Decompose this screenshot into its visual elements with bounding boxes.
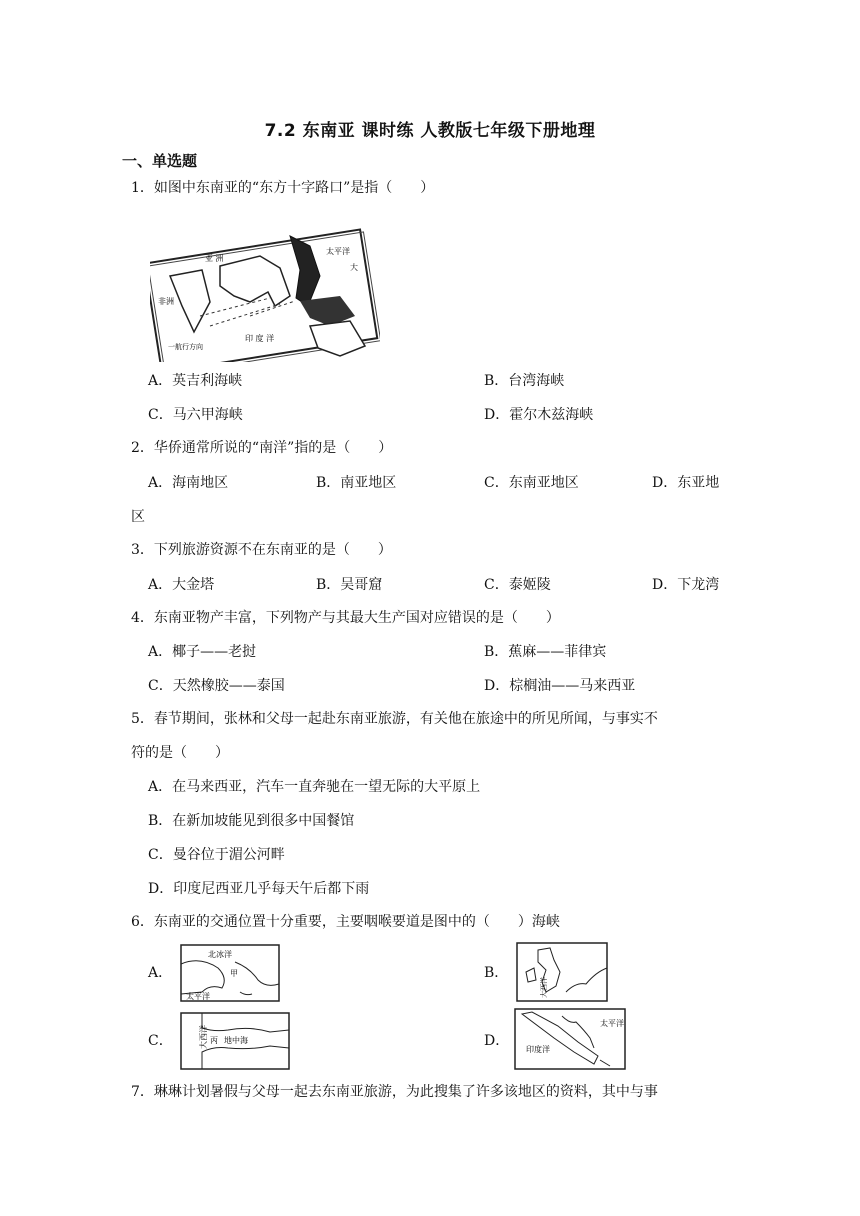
question-3-stem: 3．下列旅游资源不在东南亚的是（ ）: [131, 542, 392, 558]
q3-option-c[interactable]: C．泰姬陵: [484, 577, 551, 593]
map-label-africa: 非洲: [158, 297, 174, 306]
question-6-stem: 6．东南亚的交通位置十分重要，主要咽喉要道是图中的（ ）海峡: [131, 914, 560, 930]
question-5-stem-line1: 5．春节期间，张林和父母一起赴东南亚旅游，有关他在旅途中的所见所闻，与事实不: [131, 711, 658, 727]
q6-figure-c: [180, 1012, 290, 1074]
q2-option-b[interactable]: B．南亚地区: [316, 475, 397, 491]
q2-option-d-wrap: 区: [131, 509, 145, 525]
question-7-stem: 7．琳琳计划暑假与父母一起去东南亚旅游，为此搜集了许多该地区的资料，其中与事: [131, 1084, 658, 1100]
q2-option-c[interactable]: C．东南亚地区: [484, 475, 579, 491]
q3-option-d[interactable]: D．下龙湾: [652, 577, 720, 593]
q1-option-b[interactable]: B．台湾海峡: [484, 373, 565, 389]
q6-option-a[interactable]: A．: [148, 965, 173, 981]
q6-figure-b: [516, 942, 608, 1006]
map-legend-direction: 一航行方向: [168, 343, 203, 351]
q6-option-d[interactable]: D．: [484, 1033, 510, 1049]
q4-option-c[interactable]: C．天然橡胶——泰国: [148, 678, 285, 694]
fig-b-atlantic-label: 大西洋: [540, 977, 548, 998]
q5-option-d[interactable]: D．印度尼西亚几乎每天午后都下雨: [148, 881, 370, 897]
fig-a-jia-label: 甲: [230, 969, 238, 978]
q6-option-c[interactable]: C．: [148, 1033, 173, 1049]
q1-option-c[interactable]: C．马六甲海峡: [148, 407, 243, 423]
q3-option-a[interactable]: A．大金塔: [148, 577, 215, 593]
q2-option-a[interactable]: A．海南地区: [148, 475, 229, 491]
fig-a-arctic-label: 北冰洋: [208, 950, 232, 959]
q6-figure-a: [180, 944, 280, 1006]
q5-option-a[interactable]: A．在马来西亚，汽车一直奔驰在一望无际的大平原上: [148, 779, 481, 795]
map-label-da: 大: [350, 263, 358, 272]
map-label-indian-ocean: 印 度 洋: [245, 334, 275, 343]
map-label-asia: 亚 洲: [205, 254, 224, 263]
section-heading: 一、单选题: [122, 152, 198, 170]
q2-option-d[interactable]: D．东亚地: [652, 475, 720, 491]
q6-option-b[interactable]: B．: [484, 965, 509, 981]
q1-map-figure: [150, 206, 380, 362]
q3-option-b[interactable]: B．吴哥窟: [316, 577, 383, 593]
question-1-stem: 1．如图中东南亚的“东方十字路口”是指（ ）: [131, 180, 435, 196]
southeast-asia-map: [150, 206, 380, 362]
fig-a-pacific-label: 太平洋: [186, 992, 210, 1001]
q4-option-b[interactable]: B．蕉麻——菲律宾: [484, 644, 607, 660]
q5-option-b[interactable]: B．在新加坡能见到很多中国餐馆: [148, 813, 355, 829]
question-5-stem-line2: 符的是（ ）: [131, 745, 229, 761]
fig-d-pacific-label: 太平洋: [600, 1019, 624, 1028]
q5-option-c[interactable]: C．曼谷位于湄公河畔: [148, 847, 285, 863]
q1-option-d[interactable]: D．霍尔木兹海峡: [484, 407, 594, 423]
fig-c-atlantic-label: 大西洋: [199, 1025, 208, 1049]
question-4-stem: 4．东南亚物产丰富，下列物产与其最大生产国对应错误的是（ ）: [131, 610, 560, 626]
page-title: 7.2 东南亚 课时练 人教版七年级下册地理: [264, 121, 596, 141]
q4-option-a[interactable]: A．椰子——老挝: [148, 644, 257, 660]
q1-option-a[interactable]: A．英吉利海峡: [148, 373, 243, 389]
fig-c-mediterranean-label: 地中海: [224, 1036, 248, 1045]
question-2-stem: 2．华侨通常所说的“南洋”指的是（ ）: [131, 440, 393, 456]
q4-option-d[interactable]: D．棕榈油——马来西亚: [484, 678, 636, 694]
fig-d-indian-label: 印度洋: [526, 1045, 550, 1054]
map-label-pacific: 太平洋: [326, 247, 350, 256]
q6-figure-d: [514, 1008, 626, 1074]
fig-c-bing-label: 丙: [210, 1036, 218, 1045]
